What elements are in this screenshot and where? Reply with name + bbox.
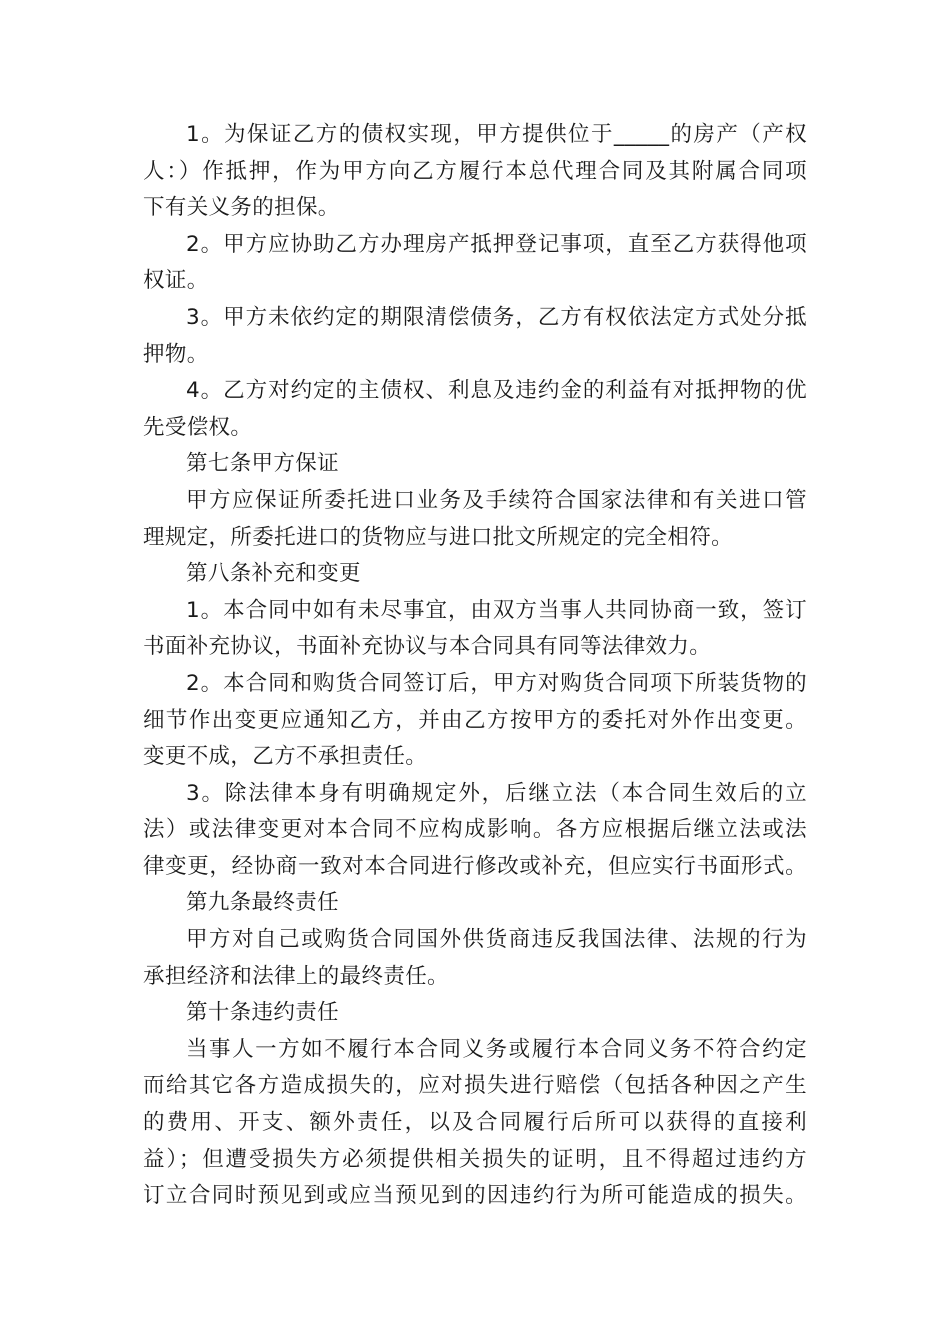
document-text-line: 甲方对自己或购货合同国外供货商违反我国法律、法规的行为: [186, 927, 807, 953]
document-text-line: 律变更，经协商一致对本合同进行修改或补充，但应实行书面形式。: [143, 853, 807, 879]
document-text-line: 1。为保证乙方的债权实现，甲方提供位于_____的房产（产权: [186, 122, 807, 147]
document-text-line: 而给其它各方造成损失的，应对损失进行赔偿（包括各种因之产生: [143, 1073, 807, 1099]
document-text-line: 细节作出变更应通知乙方，并由乙方按甲方的委托对外作出变更。: [143, 707, 807, 733]
document-text-line: 承担经济和法律上的最终责任。: [143, 963, 449, 989]
document-text-line: 法）或法律变更对本合同不应构成影响。各方应根据后继立法或法: [143, 817, 807, 843]
document-text-line: 人：）作抵押，作为甲方向乙方履行本总代理合同及其附属合同项: [143, 158, 807, 184]
document-text-line: 甲方应保证所委托进口业务及手续符合国家法律和有关进口管: [186, 487, 807, 513]
document-text-line: 下有关义务的担保。: [143, 195, 340, 221]
document-text-line: 的费用、开支、额外责任，以及合同履行后所可以获得的直接利: [143, 1110, 807, 1136]
document-text-line: 1。本合同中如有未尽事宜，由双方当事人共同协商一致，签订: [186, 597, 807, 623]
document-text-line: 书面补充协议，书面补充协议与本合同具有同等法律效力。: [143, 634, 712, 660]
document-page: [143, 117, 807, 1215]
document-text-line: 3。除法律本身有明确规定外，后继立法（本合同生效后的立: [186, 780, 807, 806]
document-text-line: 变更不成，乙方不承担责任。: [143, 744, 428, 770]
document-text-line: 4。乙方对约定的主债权、利息及违约金的利益有对抵押物的优: [186, 378, 807, 404]
document-text-line: 第九条最终责任: [186, 890, 339, 916]
document-text-line: 益）；但遭受损失方必须提供相关损失的证明，且不得超过违约方: [143, 1146, 807, 1172]
document-text-line: 理规定，所委托进口的货物应与进口批文所规定的完全相符。: [143, 524, 733, 550]
document-text-line: 3。甲方未依约定的期限清偿债务，乙方有权依法定方式处分抵: [186, 304, 807, 330]
document-text-line: 权证。: [143, 268, 209, 294]
document-text-line: 押物。: [143, 341, 209, 367]
document-text-line: 2。甲方应协助乙方办理房产抵押登记事项，直至乙方获得他项: [186, 231, 807, 257]
document-text-line: 第十条违约责任: [186, 1000, 339, 1026]
document-text-line: 先受偿权。: [143, 414, 253, 440]
document-text-line: 第七条甲方保证: [186, 451, 339, 477]
document-text-line: 第八条补充和变更: [186, 561, 361, 587]
document-text-line: 当事人一方如不履行本合同义务或履行本合同义务不符合约定: [186, 1036, 807, 1062]
document-text-line: 2。本合同和购货合同签订后，甲方对购货合同项下所装货物的: [186, 670, 807, 696]
document-text-line: 订立合同时预见到或应当预见到的因违约行为所可能造成的损失。: [143, 1183, 807, 1209]
